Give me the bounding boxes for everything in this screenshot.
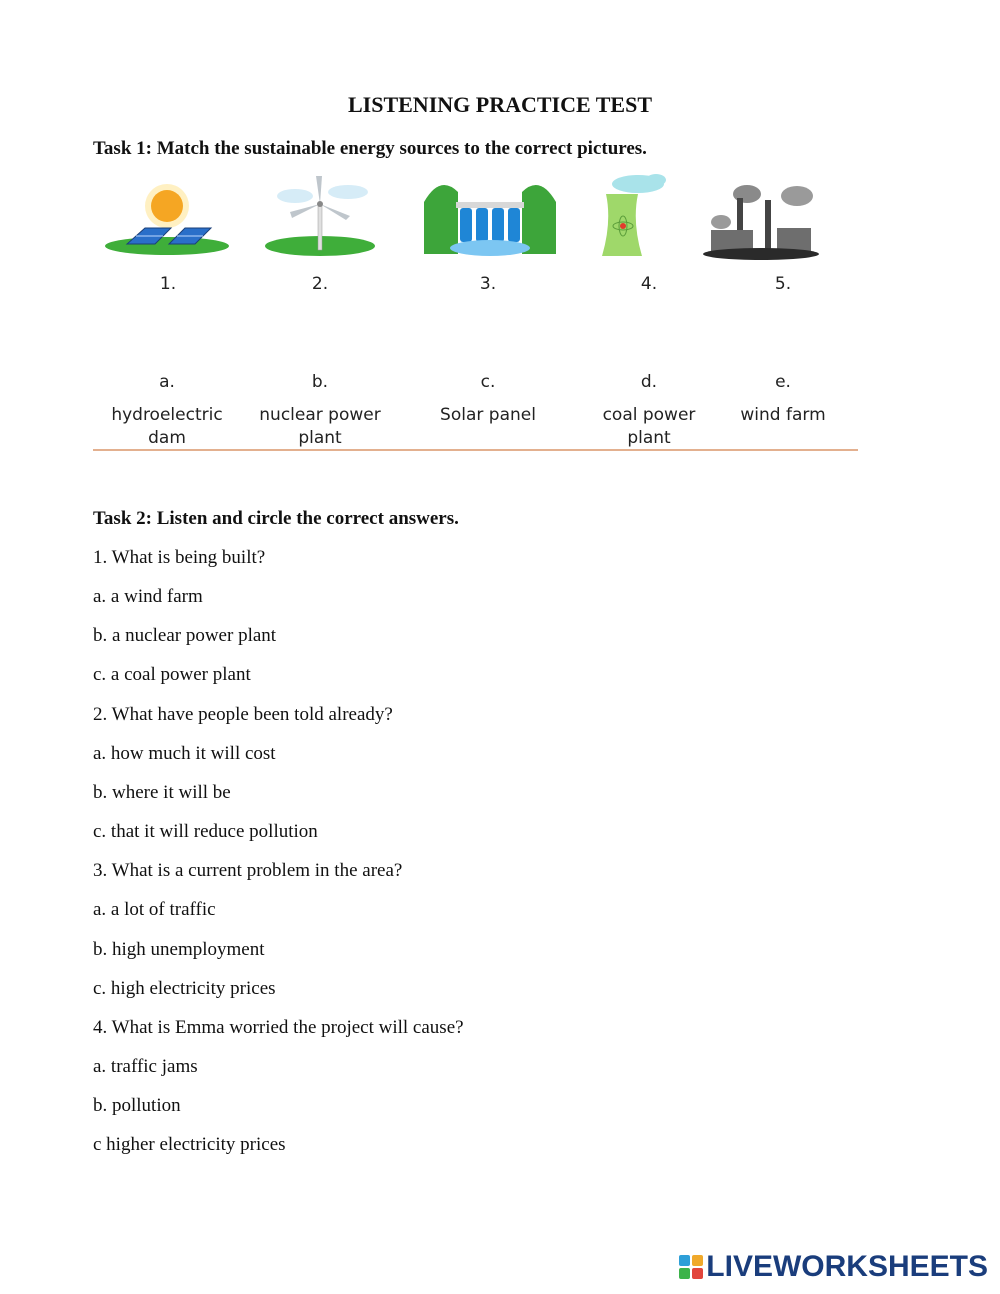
answer-option[interactable]: b. high unemployment (93, 939, 265, 960)
answer-option[interactable]: c. high electricity prices (93, 978, 276, 999)
coal-plant-icon (695, 172, 835, 262)
option-letter: a. (159, 372, 175, 392)
answer-option[interactable]: b. where it will be (93, 782, 231, 803)
question-line: 3. What is a current problem in the area? (93, 860, 403, 881)
answer-option[interactable]: c higher electricity prices (93, 1134, 286, 1155)
option-letter: d. (640, 372, 658, 392)
question-line: 4. What is Emma worried the project will cause? (93, 1017, 464, 1038)
answer-option[interactable]: a. how much it will cost (93, 743, 276, 764)
option-letter: b. (311, 372, 329, 392)
picture-number: 2. (311, 274, 329, 294)
picture-number: 1. (159, 274, 177, 294)
option-label: Solar panel (440, 405, 536, 425)
page-title: LISTENING PRACTICE TEST (347, 92, 653, 117)
option-label: hydroelectric dam (111, 405, 223, 448)
liveworksheets-logo-icon (678, 1254, 704, 1280)
solar-panel-icon (97, 172, 237, 262)
divider (93, 449, 858, 451)
option-label: coal power plant (602, 405, 696, 448)
picture-number: 5. (774, 274, 792, 294)
option-label: wind farm (740, 405, 826, 425)
hydroelectric-dam-icon (420, 172, 560, 262)
question-line: 1. What is being built? (93, 547, 266, 568)
answer-option[interactable]: c. that it will reduce pollution (93, 821, 318, 842)
answer-option[interactable]: a. a wind farm (93, 586, 203, 607)
question-line: 2. What have people been told already? (93, 704, 393, 725)
task1-heading: Task 1: Match the sustainable energy sources to the correct pictures. (93, 138, 647, 159)
picture-number: 4. (640, 274, 658, 294)
task2-heading: Task 2: Listen and circle the correct answers. (93, 508, 459, 529)
option-label: nuclear power plant (259, 405, 381, 448)
answer-option[interactable]: a. a lot of traffic (93, 899, 216, 920)
option-letter: c. (480, 372, 496, 392)
option-letter: e. (775, 372, 791, 392)
liveworksheets-logo (678, 1250, 988, 1284)
brand-name: LIVEWORKSHEETS (706, 1250, 988, 1283)
answer-option[interactable]: b. a nuclear power plant (93, 625, 277, 646)
wind-turbine-icon (250, 172, 390, 262)
answer-option[interactable]: c. a coal power plant (93, 664, 251, 685)
picture-number: 3. (479, 274, 497, 294)
answer-option[interactable]: b. pollution (93, 1095, 181, 1116)
answer-option[interactable]: a. traffic jams (93, 1056, 198, 1077)
